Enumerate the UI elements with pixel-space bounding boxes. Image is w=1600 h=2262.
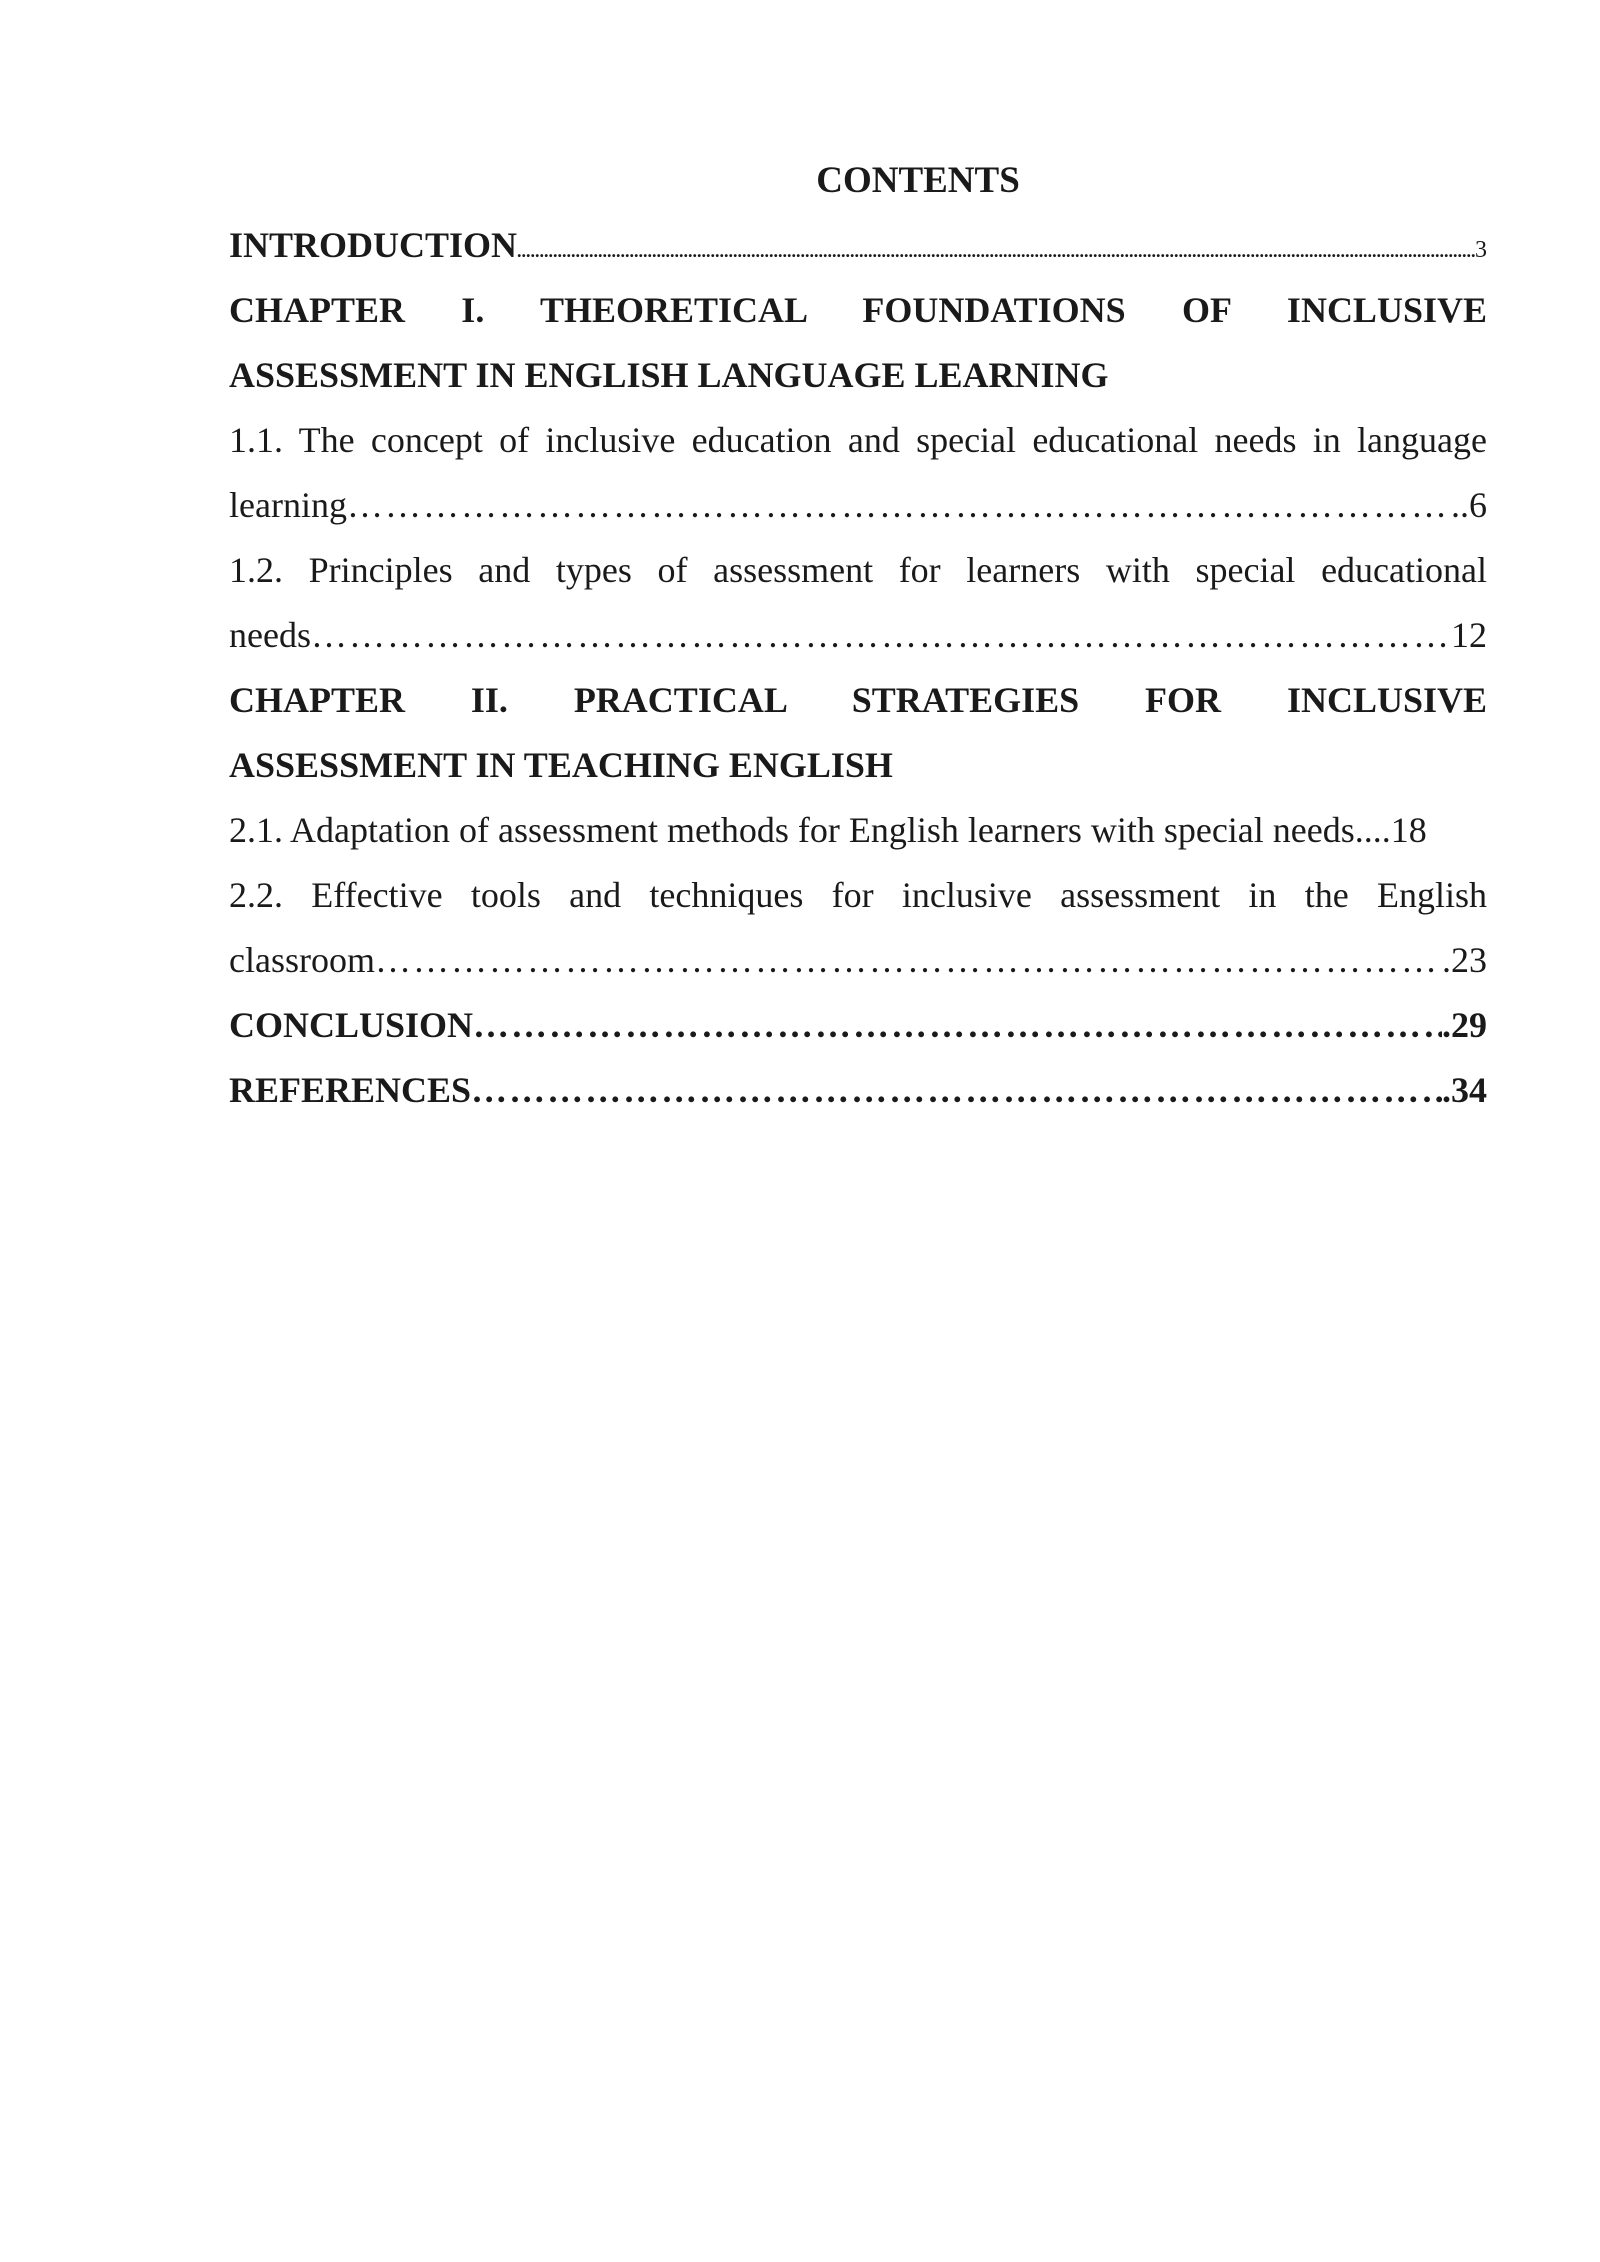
toc-entry-label: CONCLUSION: [229, 1005, 474, 1045]
toc-entry-chapter-1-line-2: ASSESSMENT IN ENGLISH LANGUAGE LEARNING: [229, 355, 1109, 395]
toc-entry-1-2-line-2: [229, 603, 1487, 668]
dot-leader: [375, 928, 1442, 993]
toc-entry-chapter-2-line-2: ASSESSMENT IN TEACHING ENGLISH: [229, 745, 893, 785]
toc-page-number: .29: [1442, 1005, 1487, 1045]
toc-entry-label: REFERENCES: [229, 1070, 472, 1110]
toc-entry-label: needs: [229, 615, 311, 655]
toc-entry-label: INTRODUCTION: [229, 225, 518, 265]
toc-entry-chapter-2-line-1: CHAPTER II. PRACTICAL STRATEGIES FOR INCLUSIVE: [229, 680, 1487, 720]
toc-page-number: .34: [1442, 1070, 1487, 1110]
toc-entry-label: learning: [229, 485, 347, 525]
toc-page-number: 3: [1475, 237, 1487, 263]
contents-heading: CONTENTS: [816, 160, 1020, 201]
toc-entry-1-1-line-1: 1.1. The concept of inclusive education and special educational needs in language: [229, 420, 1487, 460]
toc-entry-conclusion: [229, 993, 1487, 1058]
toc-page-number: 12: [1451, 615, 1487, 655]
toc-page-number: ..6: [1451, 485, 1487, 525]
toc-entry-chapter-1-line-1: CHAPTER I. THEORETICAL FOUNDATIONS OF INCLUSIVE: [229, 290, 1487, 330]
table-of-contents: [229, 148, 1487, 1123]
dot-leader: [473, 993, 1442, 1058]
toc-entry-2-2-line-1: 2.2. Effective tools and techniques for inclusive assessment in the English: [229, 875, 1487, 915]
dot-leader: [311, 603, 1451, 668]
dot-leader: [517, 219, 1475, 278]
toc-entry-label: classroom: [229, 940, 375, 980]
toc-entry-2-2-line-2: [229, 928, 1487, 993]
toc-entry-1-1-line-2: [229, 473, 1487, 538]
toc-entry-introduction: [229, 213, 1487, 278]
toc-entry-references: [229, 1058, 1487, 1123]
toc-page-number: .23: [1442, 940, 1487, 980]
dot-leader: [471, 1058, 1442, 1123]
toc-entry-2-1: 2.1. Adaptation of assessment methods for English learners with special needs....18: [229, 810, 1427, 850]
dot-leader: [347, 473, 1451, 538]
toc-entry-1-2-line-1: 1.2. Principles and types of assessment for learners with special educational: [229, 550, 1487, 590]
